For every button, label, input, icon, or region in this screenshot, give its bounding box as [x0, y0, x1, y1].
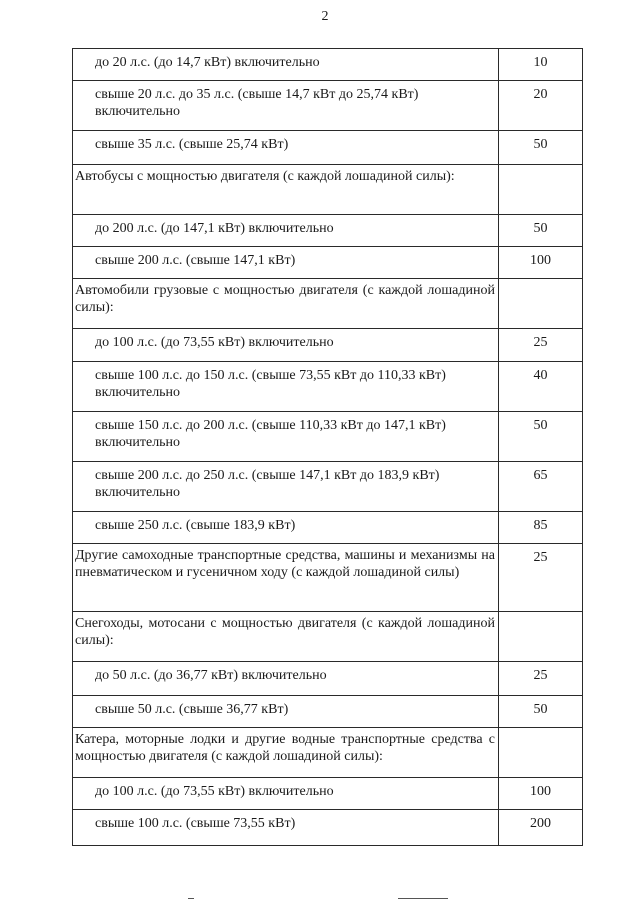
row-rate: 10	[499, 49, 583, 81]
table-row	[73, 165, 583, 215]
row-rate: 20	[499, 81, 583, 131]
row-rate: 100	[499, 778, 583, 810]
table-row	[73, 279, 583, 329]
table-row	[73, 329, 583, 362]
row-rate	[499, 728, 583, 778]
scan-mark	[188, 898, 194, 899]
table-row	[73, 778, 583, 810]
table-row	[73, 362, 583, 412]
row-description: свыше 50 л.с. (свыше 36,77 кВт)	[73, 696, 499, 728]
scan-mark	[398, 898, 448, 899]
row-rate: 25	[499, 544, 583, 612]
table-row	[73, 544, 583, 612]
table-row	[73, 662, 583, 696]
table-row	[73, 462, 583, 512]
row-rate: 25	[499, 329, 583, 362]
row-description: свыше 150 л.с. до 200 л.с. (свыше 110,33 кВт до 147,1 кВт) включительно	[73, 412, 499, 462]
table-row	[73, 81, 583, 131]
row-rate: 50	[499, 215, 583, 247]
row-description: свыше 250 л.с. (свыше 183,9 кВт)	[73, 512, 499, 544]
table-row	[73, 215, 583, 247]
row-description: свыше 200 л.с. (свыше 147,1 кВт)	[73, 247, 499, 279]
row-description: Снегоходы, мотосани с мощностью двигателя (с каждой лошадиной силы):	[73, 612, 499, 662]
table-row	[73, 728, 583, 778]
row-rate: 100	[499, 247, 583, 279]
tax-rate-table	[72, 48, 583, 846]
row-description: до 50 л.с. (до 36,77 кВт) включительно	[73, 662, 499, 696]
row-description: Автобусы с мощностью двигателя (с каждой лошадиной силы):	[73, 165, 499, 215]
row-rate: 200	[499, 810, 583, 846]
row-description: свыше 200 л.с. до 250 л.с. (свыше 147,1 кВт до 183,9 кВт) включительно	[73, 462, 499, 512]
table-row	[73, 512, 583, 544]
page-number: 2	[321, 9, 329, 24]
row-rate: 50	[499, 131, 583, 165]
table-row	[73, 131, 583, 165]
row-description: до 200 л.с. (до 147,1 кВт) включительно	[73, 215, 499, 247]
row-description: свыше 35 л.с. (свыше 25,74 кВт)	[73, 131, 499, 165]
row-description: Другие самоходные транспортные средства, машины и механизмы на пневматическом и гусеничном ходу (с каждой лошадиной силы)	[73, 544, 499, 612]
row-description: свыше 20 л.с. до 35 л.с. (свыше 14,7 кВт до 25,74 кВт) включительно	[73, 81, 499, 131]
row-description: свыше 100 л.с. до 150 л.с. (свыше 73,55 кВт до 110,33 кВт) включительно	[73, 362, 499, 412]
table-row	[73, 247, 583, 279]
row-description: до 100 л.с. (до 73,55 кВт) включительно	[73, 329, 499, 362]
row-rate: 85	[499, 512, 583, 544]
table-row	[73, 612, 583, 662]
row-rate	[499, 279, 583, 329]
row-rate: 50	[499, 412, 583, 462]
row-rate: 40	[499, 362, 583, 412]
row-description: свыше 100 л.с. (свыше 73,55 кВт)	[73, 810, 499, 846]
row-description: Катера, моторные лодки и другие водные транспортные средства с мощностью двигателя (с каждой лошадиной силы):	[73, 728, 499, 778]
row-rate: 50	[499, 696, 583, 728]
row-description: до 20 л.с. (до 14,7 кВт) включительно	[73, 49, 499, 81]
row-rate	[499, 612, 583, 662]
row-description: до 100 л.с. (до 73,55 кВт) включительно	[73, 778, 499, 810]
row-rate: 25	[499, 662, 583, 696]
table-row	[73, 696, 583, 728]
row-rate: 65	[499, 462, 583, 512]
table-row	[73, 810, 583, 846]
table-row	[73, 49, 583, 81]
table-row	[73, 412, 583, 462]
row-description: Автомобили грузовые с мощностью двигателя (с каждой лошадиной силы):	[73, 279, 499, 329]
row-rate	[499, 165, 583, 215]
